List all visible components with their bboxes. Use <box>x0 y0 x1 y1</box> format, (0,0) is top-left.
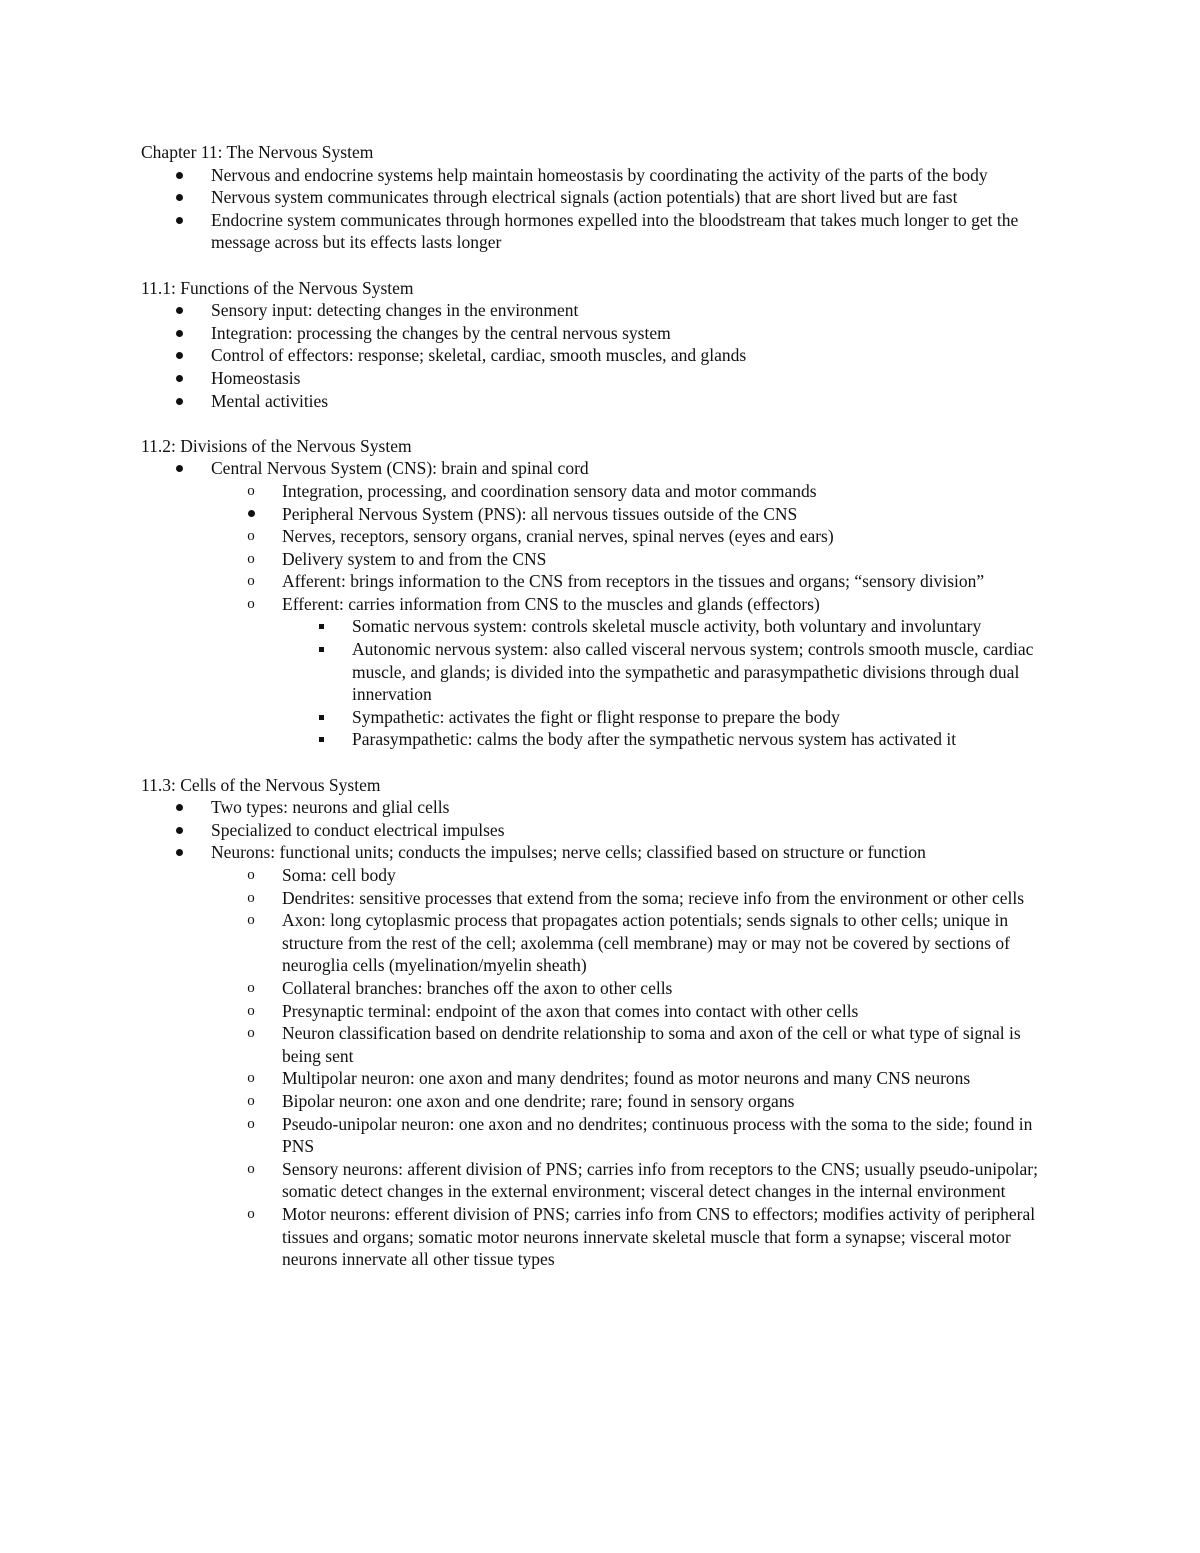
list-item <box>141 457 1061 480</box>
bullet-circle-icon: o <box>247 482 255 499</box>
bullet-disc-icon <box>172 796 186 819</box>
bullet-disc-icon <box>172 322 186 345</box>
list-item <box>141 1158 1061 1203</box>
list-item-text: Afferent: brings information to the CNS from receptors in the tissues and organs; “sensory division” <box>282 571 985 592</box>
list-item <box>141 796 1061 819</box>
list-item-text: Specialized to conduct electrical impulses <box>211 819 505 840</box>
list-item-text: Nervous and endocrine systems help maintain homeostasis by coordinating the activity of the parts of the body <box>211 164 988 185</box>
list-item <box>141 593 1061 616</box>
bullet-circle-icon: o <box>247 528 255 545</box>
section <box>141 141 1061 254</box>
list-item <box>141 322 1061 345</box>
list-item-text: Endocrine system communicates through hormones expelled into the bloodstream that takes much longer to get the message across but its effects lasts longer <box>211 209 1019 253</box>
bullet-square-icon <box>314 706 328 729</box>
list-item-text: Multipolar neuron: one axon and many dendrites; found as motor neurons and many CNS neurons <box>282 1068 971 1089</box>
list-item <box>141 728 1061 751</box>
bullet-circle-icon: o <box>247 550 255 567</box>
list-item <box>141 819 1061 842</box>
bullet-circle-icon: o <box>247 889 255 906</box>
section-heading: 11.3: Cells of the Nervous System <box>141 774 381 795</box>
list-item-text: Presynaptic terminal: endpoint of the axon that comes into contact with other cells <box>282 1000 859 1021</box>
bullet-square-icon <box>314 728 328 751</box>
list-item-text: Sympathetic: activates the fight or flight response to prepare the body <box>352 706 840 727</box>
bullet-circle-icon: o <box>247 595 255 612</box>
list-item-text: Control of effectors: response; skeletal, cardiac, smooth muscles, and glands <box>211 345 747 366</box>
list-item <box>141 1067 1061 1090</box>
list-item-text: Homeostasis <box>211 367 301 388</box>
bullet-square-icon <box>314 615 328 638</box>
list-item-text: Integration: processing the changes by the central nervous system <box>211 322 671 343</box>
list-item-text: Integration, processing, and coordination sensory data and motor commands <box>282 480 817 501</box>
bullet-circle-icon: o <box>247 1205 255 1222</box>
bullet-disc-icon <box>172 164 186 187</box>
bullet-disc-icon <box>172 367 186 390</box>
section-heading: 11.1: Functions of the Nervous System <box>141 277 414 298</box>
list-item-text: Axon: long cytoplasmic process that propagates action potentials; sends signals to other cells; unique in structure from the rest of the cell; axolemma (cell membrane) may or may not be covered by sections of neuroglia cells (myelination/myelin sheath) <box>282 910 1010 976</box>
list-item-text: Dendrites: sensitive processes that extend from the soma; recieve info from the environment or other cells <box>282 887 1025 908</box>
list-item-text: Sensory neurons: afferent division of PNS; carries info from receptors to the CNS; usually pseudo-unipolar; somatic detect changes in the external environment; visceral detect changes in the internal environment <box>282 1158 1038 1202</box>
bullet-circle-icon: o <box>247 1115 255 1132</box>
bullet-circle-icon: o <box>247 979 255 996</box>
list-item-text: Central Nervous System (CNS): brain and spinal cord <box>211 458 589 479</box>
list-item <box>141 548 1061 571</box>
list-item <box>141 299 1061 322</box>
bullet-disc-icon <box>172 841 186 864</box>
list-item <box>141 186 1061 209</box>
bullet-list <box>141 457 1061 751</box>
list-item <box>141 570 1061 593</box>
document-page <box>141 141 1061 1293</box>
list-item <box>141 706 1061 729</box>
bullet-circle-icon: o <box>247 912 255 929</box>
section <box>141 774 1061 1271</box>
list-item <box>141 480 1061 503</box>
list-item <box>141 909 1061 977</box>
section-heading: 11.2: Divisions of the Nervous System <box>141 435 412 456</box>
list-item-text: Pseudo-unipolar neuron: one axon and no dendrites; continuous process with the soma to the side; found in PNS <box>282 1113 1033 1157</box>
list-item-text: Nerves, receptors, sensory organs, cranial nerves, spinal nerves (eyes and ears) <box>282 526 834 547</box>
list-item <box>141 1203 1061 1271</box>
list-item-text: Delivery system to and from the CNS <box>282 548 547 569</box>
list-item-text: Sensory input: detecting changes in the environment <box>211 300 579 321</box>
list-item <box>141 525 1061 548</box>
bullet-disc-icon <box>172 457 186 480</box>
list-item-text: Neurons: functional units; conducts the impulses; nerve cells; classified based on structure or function <box>211 842 926 863</box>
list-item <box>141 209 1061 254</box>
list-item <box>141 367 1061 390</box>
bullet-circle-icon: o <box>247 1092 255 1109</box>
list-item-text: Efferent: carries information from CNS to the muscles and glands (effectors) <box>282 593 820 614</box>
list-item <box>141 841 1061 864</box>
bullet-disc-icon <box>172 299 186 322</box>
list-item <box>141 503 1061 526</box>
list-item <box>141 864 1061 887</box>
bullet-disc-icon <box>172 186 186 209</box>
bullet-list <box>141 299 1061 412</box>
list-item <box>141 344 1061 367</box>
list-item-text: Nervous system communicates through electrical signals (action potentials) that are short lived but are fast <box>211 187 958 208</box>
list-item-text: Peripheral Nervous System (PNS): all nervous tissues outside of the CNS <box>282 503 798 524</box>
bullet-disc-icon <box>244 503 258 526</box>
list-item <box>141 1090 1061 1113</box>
section <box>141 277 1061 413</box>
bullet-circle-icon: o <box>247 1160 255 1177</box>
list-item <box>141 977 1061 1000</box>
list-item-text: Bipolar neuron: one axon and one dendrite; rare; found in sensory organs <box>282 1090 795 1111</box>
list-item-text: Neuron classification based on dendrite relationship to soma and axon of the cell or what type of signal is being sent <box>282 1023 1021 1066</box>
list-item-text: Two types: neurons and glial cells <box>211 797 450 818</box>
list-item <box>141 1022 1061 1067</box>
bullet-circle-icon: o <box>247 1070 255 1087</box>
bullet-disc-icon <box>172 344 186 367</box>
bullet-list <box>141 164 1061 254</box>
bullet-circle-icon: o <box>247 1002 255 1019</box>
bullet-square-icon <box>314 638 328 661</box>
list-item <box>141 615 1061 638</box>
list-item <box>141 1000 1061 1023</box>
list-item-text: Somatic nervous system: controls skeletal muscle activity, both voluntary and involuntary <box>352 616 982 637</box>
bullet-list <box>141 796 1061 1270</box>
list-item-text: Autonomic nervous system: also called visceral nervous system; controls smooth muscle, cardiac muscle, and glands; is divided into the sympathetic and parasympathetic divisions through dual innervation <box>352 639 1034 705</box>
bullet-disc-icon <box>172 390 186 413</box>
list-item-text: Mental activities <box>211 390 329 411</box>
list-item <box>141 887 1061 910</box>
section-heading: Chapter 11: The Nervous System <box>141 142 374 162</box>
bullet-circle-icon: o <box>247 1025 255 1042</box>
list-item-text: Parasympathetic: calms the body after the sympathetic nervous system has activated it <box>352 729 957 750</box>
bullet-circle-icon: o <box>247 867 255 883</box>
list-item <box>141 638 1061 706</box>
section <box>141 435 1061 751</box>
list-item <box>141 164 1061 187</box>
bullet-disc-icon <box>172 819 186 842</box>
list-item <box>141 1113 1061 1158</box>
list-item <box>141 390 1061 413</box>
bullet-disc-icon <box>172 209 186 232</box>
list-item-text: Soma: cell body <box>282 865 396 885</box>
bullet-circle-icon: o <box>247 573 255 590</box>
list-item-text: Collateral branches: branches off the axon to other cells <box>282 977 673 998</box>
list-item-text: Motor neurons: efferent division of PNS; carries info from CNS to effectors; modifies activity of peripheral tissues and organs; somatic motor neurons innervate skeletal muscle that form a synapse; visceral motor neurons innervate all other tissue types <box>282 1203 1036 1270</box>
